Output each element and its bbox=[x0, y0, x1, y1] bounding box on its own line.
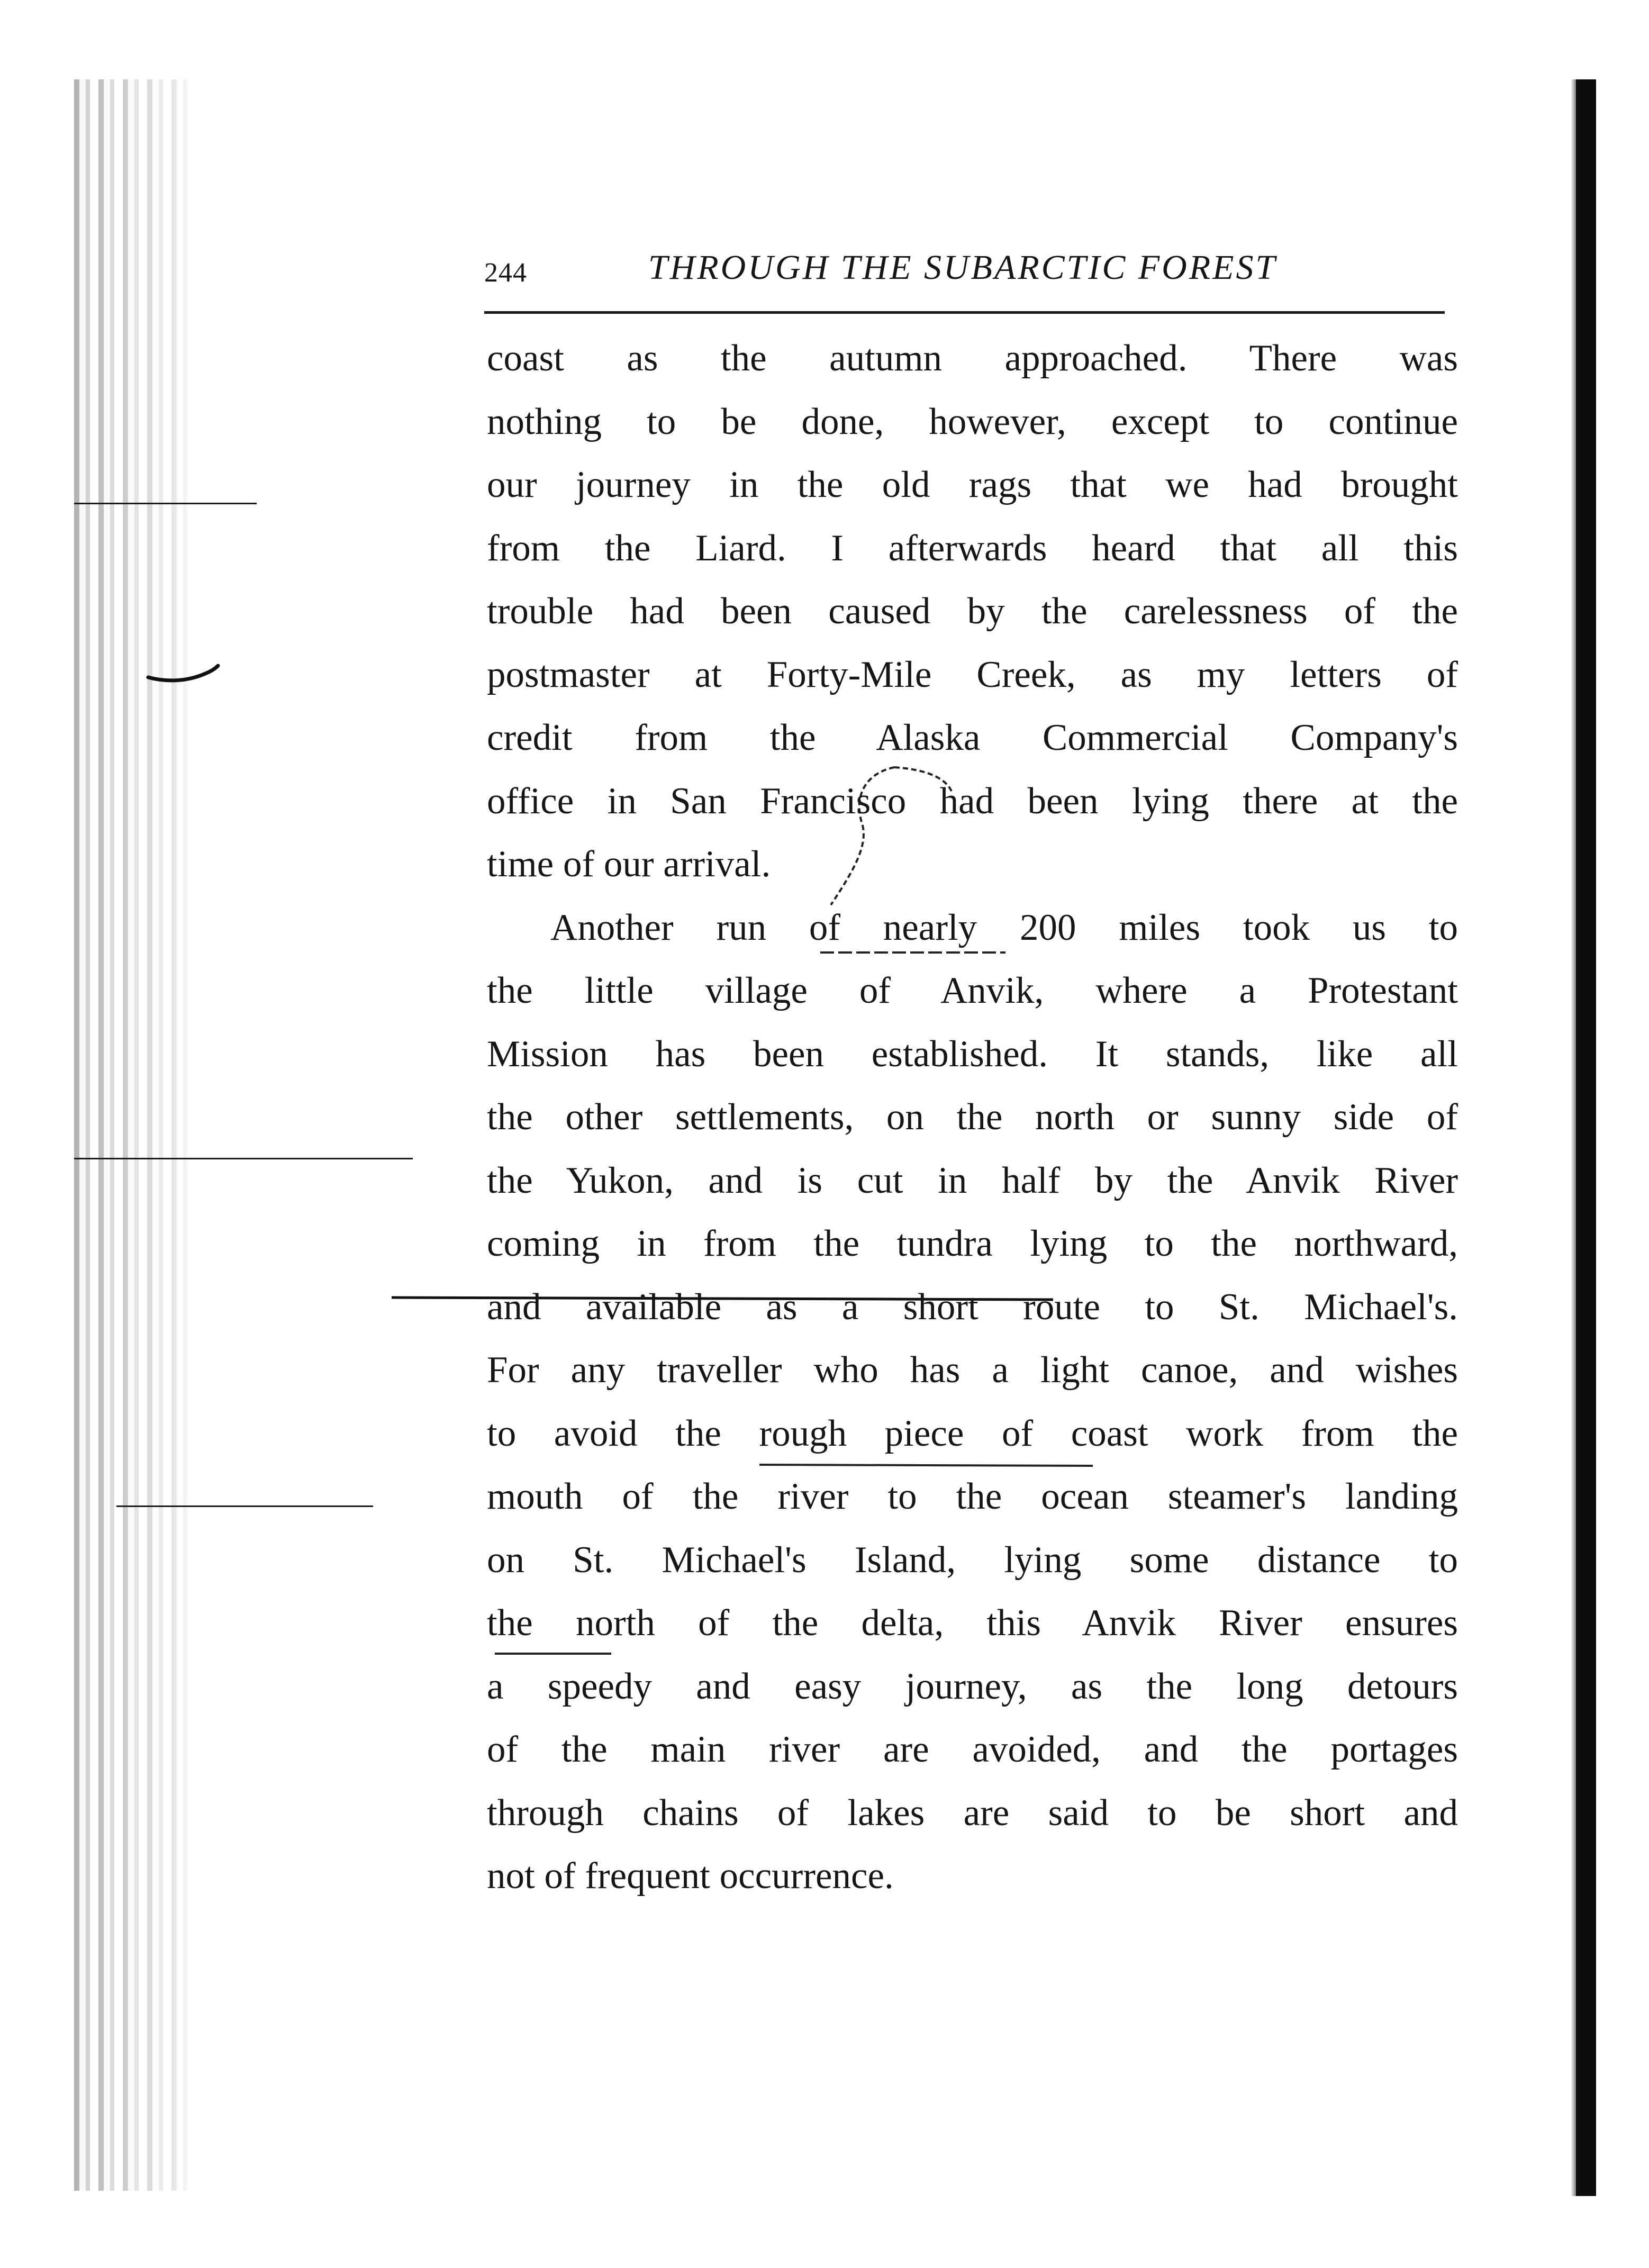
text-line: nothing to be done, however, except to continue bbox=[487, 401, 1458, 442]
text-line: to avoid the rough piece of coast work from the bbox=[487, 1412, 1458, 1454]
text-line: credit from the Alaska Commercial Company's bbox=[487, 717, 1458, 758]
text-line: postmaster at Forty-Mile Creek, as my letters of bbox=[487, 654, 1458, 695]
text-line: the little village of Anvik, where a Protestant bbox=[487, 970, 1458, 1011]
page-number: 244 bbox=[484, 258, 527, 288]
margin-rule bbox=[74, 503, 257, 504]
text-line: of the main river are avoided, and the portages bbox=[487, 1729, 1458, 1770]
text-line: coast as the autumn approached. There was bbox=[487, 338, 1458, 379]
running-head bbox=[484, 248, 1450, 306]
text-line: and available as a short route to St. Michael's. bbox=[487, 1286, 1458, 1328]
pencil-mark bbox=[143, 661, 222, 693]
text-line: Mission has been established. It stands, like all bbox=[487, 1033, 1458, 1075]
text-line: not of frequent occurrence. bbox=[487, 1855, 894, 1897]
text-line: coming in from the tundra lying to the northward, bbox=[487, 1223, 1458, 1264]
body-text bbox=[487, 327, 1458, 1908]
text-line: time of our arrival. bbox=[487, 843, 771, 885]
text-line: from the Liard. I afterwards heard that all this bbox=[487, 527, 1458, 569]
text-line: the other settlements, on the north or sunny side of bbox=[487, 1096, 1458, 1138]
text-line: office in San Francisco had been lying there at the bbox=[487, 780, 1458, 822]
header-rule bbox=[484, 311, 1445, 314]
text-line: on St. Michael's Island, lying some distance to bbox=[487, 1539, 1458, 1581]
margin-rule bbox=[116, 1505, 373, 1507]
text-line: our journey in the old rags that we had brought bbox=[487, 464, 1458, 505]
text-line: mouth of the river to the ocean steamer's landing bbox=[487, 1476, 1458, 1517]
scan-right-edge bbox=[1576, 79, 1596, 2196]
text-line: Another run of nearly 200 miles took us to bbox=[550, 906, 1458, 948]
text-line: through chains of lakes are said to be short and bbox=[487, 1792, 1458, 1834]
text-line: the north of the delta, this Anvik River ensures bbox=[487, 1602, 1458, 1644]
text-line: the Yukon, and is cut in half by the Anvik River bbox=[487, 1159, 1458, 1201]
scan-gutter-shadow bbox=[74, 79, 196, 2191]
margin-rule bbox=[74, 1158, 413, 1159]
text-line: a speedy and easy journey, as the long detours bbox=[487, 1665, 1458, 1707]
text-line: trouble had been caused by the carelessness of the bbox=[487, 591, 1458, 632]
text-line: For any traveller who has a light canoe, and wishes bbox=[487, 1349, 1458, 1391]
running-title: THROUGH THE SUBARCTIC FOREST bbox=[648, 248, 1277, 287]
